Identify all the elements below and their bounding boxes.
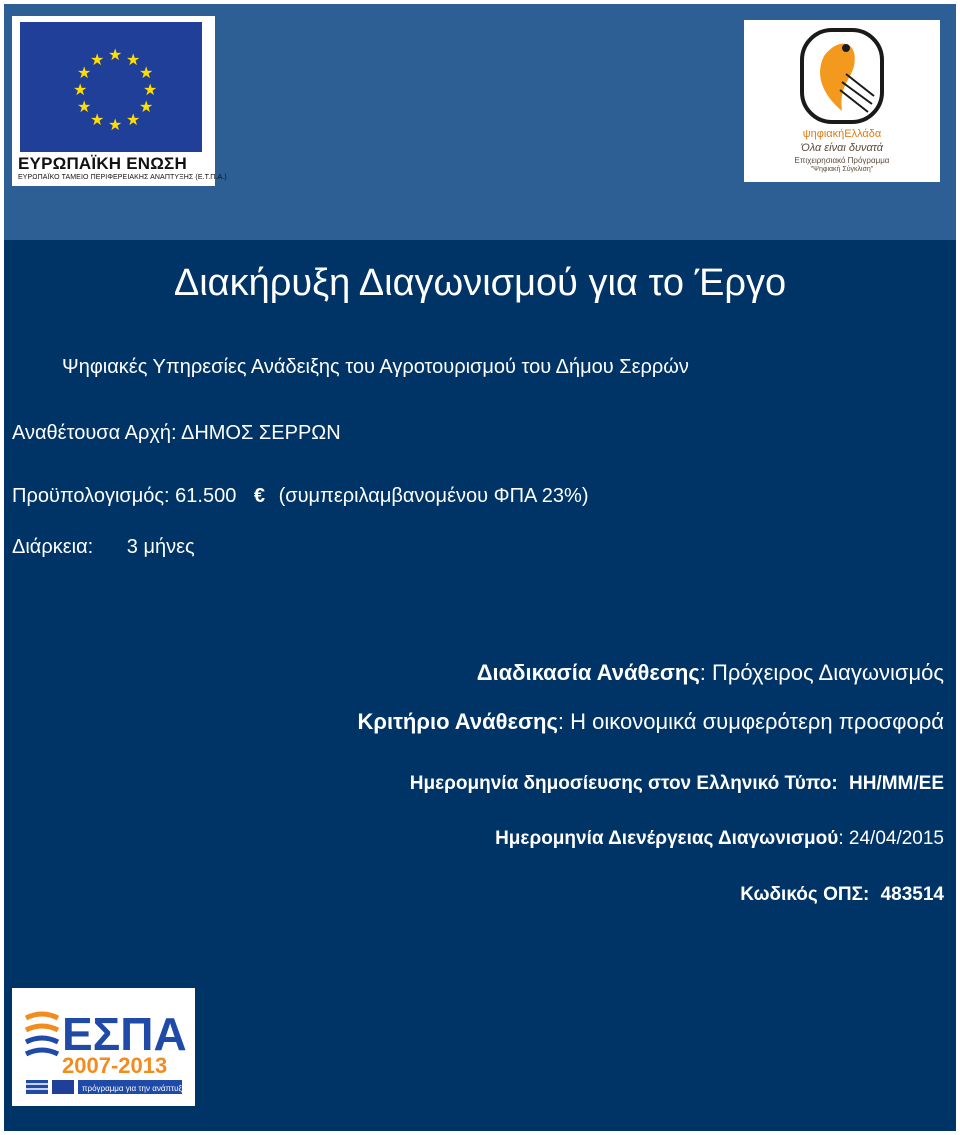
espa-name-text: ΕΣΠΑ bbox=[62, 1008, 187, 1060]
criterion-value: Η οικονομικά συμφερότερη προσφορά bbox=[570, 709, 944, 734]
criterion-colon: : bbox=[557, 709, 571, 734]
digital-greece-name: ψηφιακήΕλλάδα bbox=[802, 128, 882, 140]
procedure-value: Πρόχειρος Διαγωνισμός bbox=[712, 660, 944, 685]
duration-value: 3 μήνες bbox=[126, 536, 195, 558]
svg-text:★: ★ bbox=[139, 97, 154, 116]
greek-flag-icon bbox=[26, 1080, 48, 1094]
publication-row bbox=[410, 773, 944, 795]
project-name: Ψηφιακές Υπηρεσίες Ανάδειξης του Αγροτουρισμού του Δήμου Σερρών bbox=[62, 356, 689, 378]
eu-stars-icon bbox=[20, 22, 202, 152]
eu-logo-title: ΕΥΡΩΠΑΪΚΗ ΕΝΩΣΗ bbox=[18, 154, 187, 173]
budget-row bbox=[12, 485, 589, 508]
procedure-label: Διαδικασία Ανάθεσης bbox=[476, 660, 700, 685]
authority-label: Αναθέτουσα Αρχή: bbox=[12, 422, 177, 444]
euro-icon: € bbox=[253, 485, 266, 507]
page-title: Διακήρυξη Διαγωνισμού για το Έργο bbox=[173, 262, 787, 304]
espa-emblem-icon bbox=[12, 988, 195, 1106]
tender-date-row bbox=[495, 828, 944, 850]
svg-text:★: ★ bbox=[73, 80, 88, 99]
espa-logo bbox=[12, 988, 195, 1106]
eu-small-flag-icon bbox=[52, 1080, 74, 1094]
svg-text:★: ★ bbox=[77, 97, 92, 116]
budget-amount: 61.500 bbox=[175, 485, 237, 507]
procedure-row bbox=[477, 660, 944, 686]
svg-text:★: ★ bbox=[126, 50, 141, 69]
tender-date-label: Ημερομηνία Διενέργειας Διαγωνισμού bbox=[495, 828, 839, 849]
eu-logo bbox=[12, 16, 227, 186]
svg-text:★: ★ bbox=[90, 110, 105, 129]
authority-value: ΔΗΜΟΣ ΣΕΡΡΩΝ bbox=[180, 422, 341, 444]
digital-greece-logo bbox=[744, 20, 940, 182]
budget-note: (συμπεριλαμβανομένου ΦΠΑ 23%) bbox=[278, 485, 589, 507]
tender-date-value: 24/04/2015 bbox=[848, 828, 944, 849]
budget-label: Προϋπολογισμός: bbox=[12, 485, 170, 507]
procedure-colon: : bbox=[699, 660, 712, 685]
eu-logo-subtitle: ΕΥΡΩΠΑΪΚΟ ΤΑΜΕΙΟ ΠΕΡΙΦΕΡΕΙΑΚΗΣ ΑΝΑΠΤΥΞΗΣ (Ε.Τ.Π.Α.) bbox=[18, 174, 227, 181]
svg-text:★: ★ bbox=[139, 63, 154, 82]
criterion-label: Κριτήριο Ανάθεσης bbox=[357, 709, 558, 734]
digital-greece-emblem-icon bbox=[784, 26, 900, 126]
digital-greece-program-line2: "Ψηφιακή Σύγκλιση" bbox=[810, 166, 874, 173]
duration-row bbox=[12, 536, 195, 559]
digital-greece-program-line1: Επιχειρησιακό Πρόγραμμα bbox=[794, 156, 890, 165]
ops-code-label: Κωδικός ΟΠΣ: bbox=[740, 884, 870, 905]
ops-code-value: 483514 bbox=[880, 884, 944, 905]
espa-tagline-text: πρόγραμμα για την ανάπτυξη bbox=[82, 1084, 187, 1093]
tender-date-colon: : bbox=[838, 828, 849, 849]
svg-text:★: ★ bbox=[90, 50, 105, 69]
document-page bbox=[4, 4, 956, 1131]
criterion-row bbox=[357, 709, 944, 735]
duration-label: Διάρκεια: bbox=[12, 536, 94, 558]
publication-value: ΗΗ/ΜΜ/ΕΕ bbox=[849, 773, 944, 794]
eu-flag-icon bbox=[20, 22, 202, 152]
espa-years-text: 2007-2013 bbox=[62, 1053, 168, 1078]
svg-text:★: ★ bbox=[108, 45, 123, 64]
svg-text:★: ★ bbox=[108, 115, 123, 134]
svg-text:★: ★ bbox=[143, 80, 158, 99]
ops-code-row bbox=[740, 884, 944, 906]
svg-text:★: ★ bbox=[77, 63, 92, 82]
digital-greece-slogan: Όλα είναι δυνατά bbox=[800, 142, 884, 154]
svg-text:★: ★ bbox=[126, 110, 141, 129]
authority-row bbox=[12, 422, 341, 445]
publication-label: Ημερομηνία δημοσίευσης στον Ελληνικό Τύπο: bbox=[409, 773, 838, 794]
